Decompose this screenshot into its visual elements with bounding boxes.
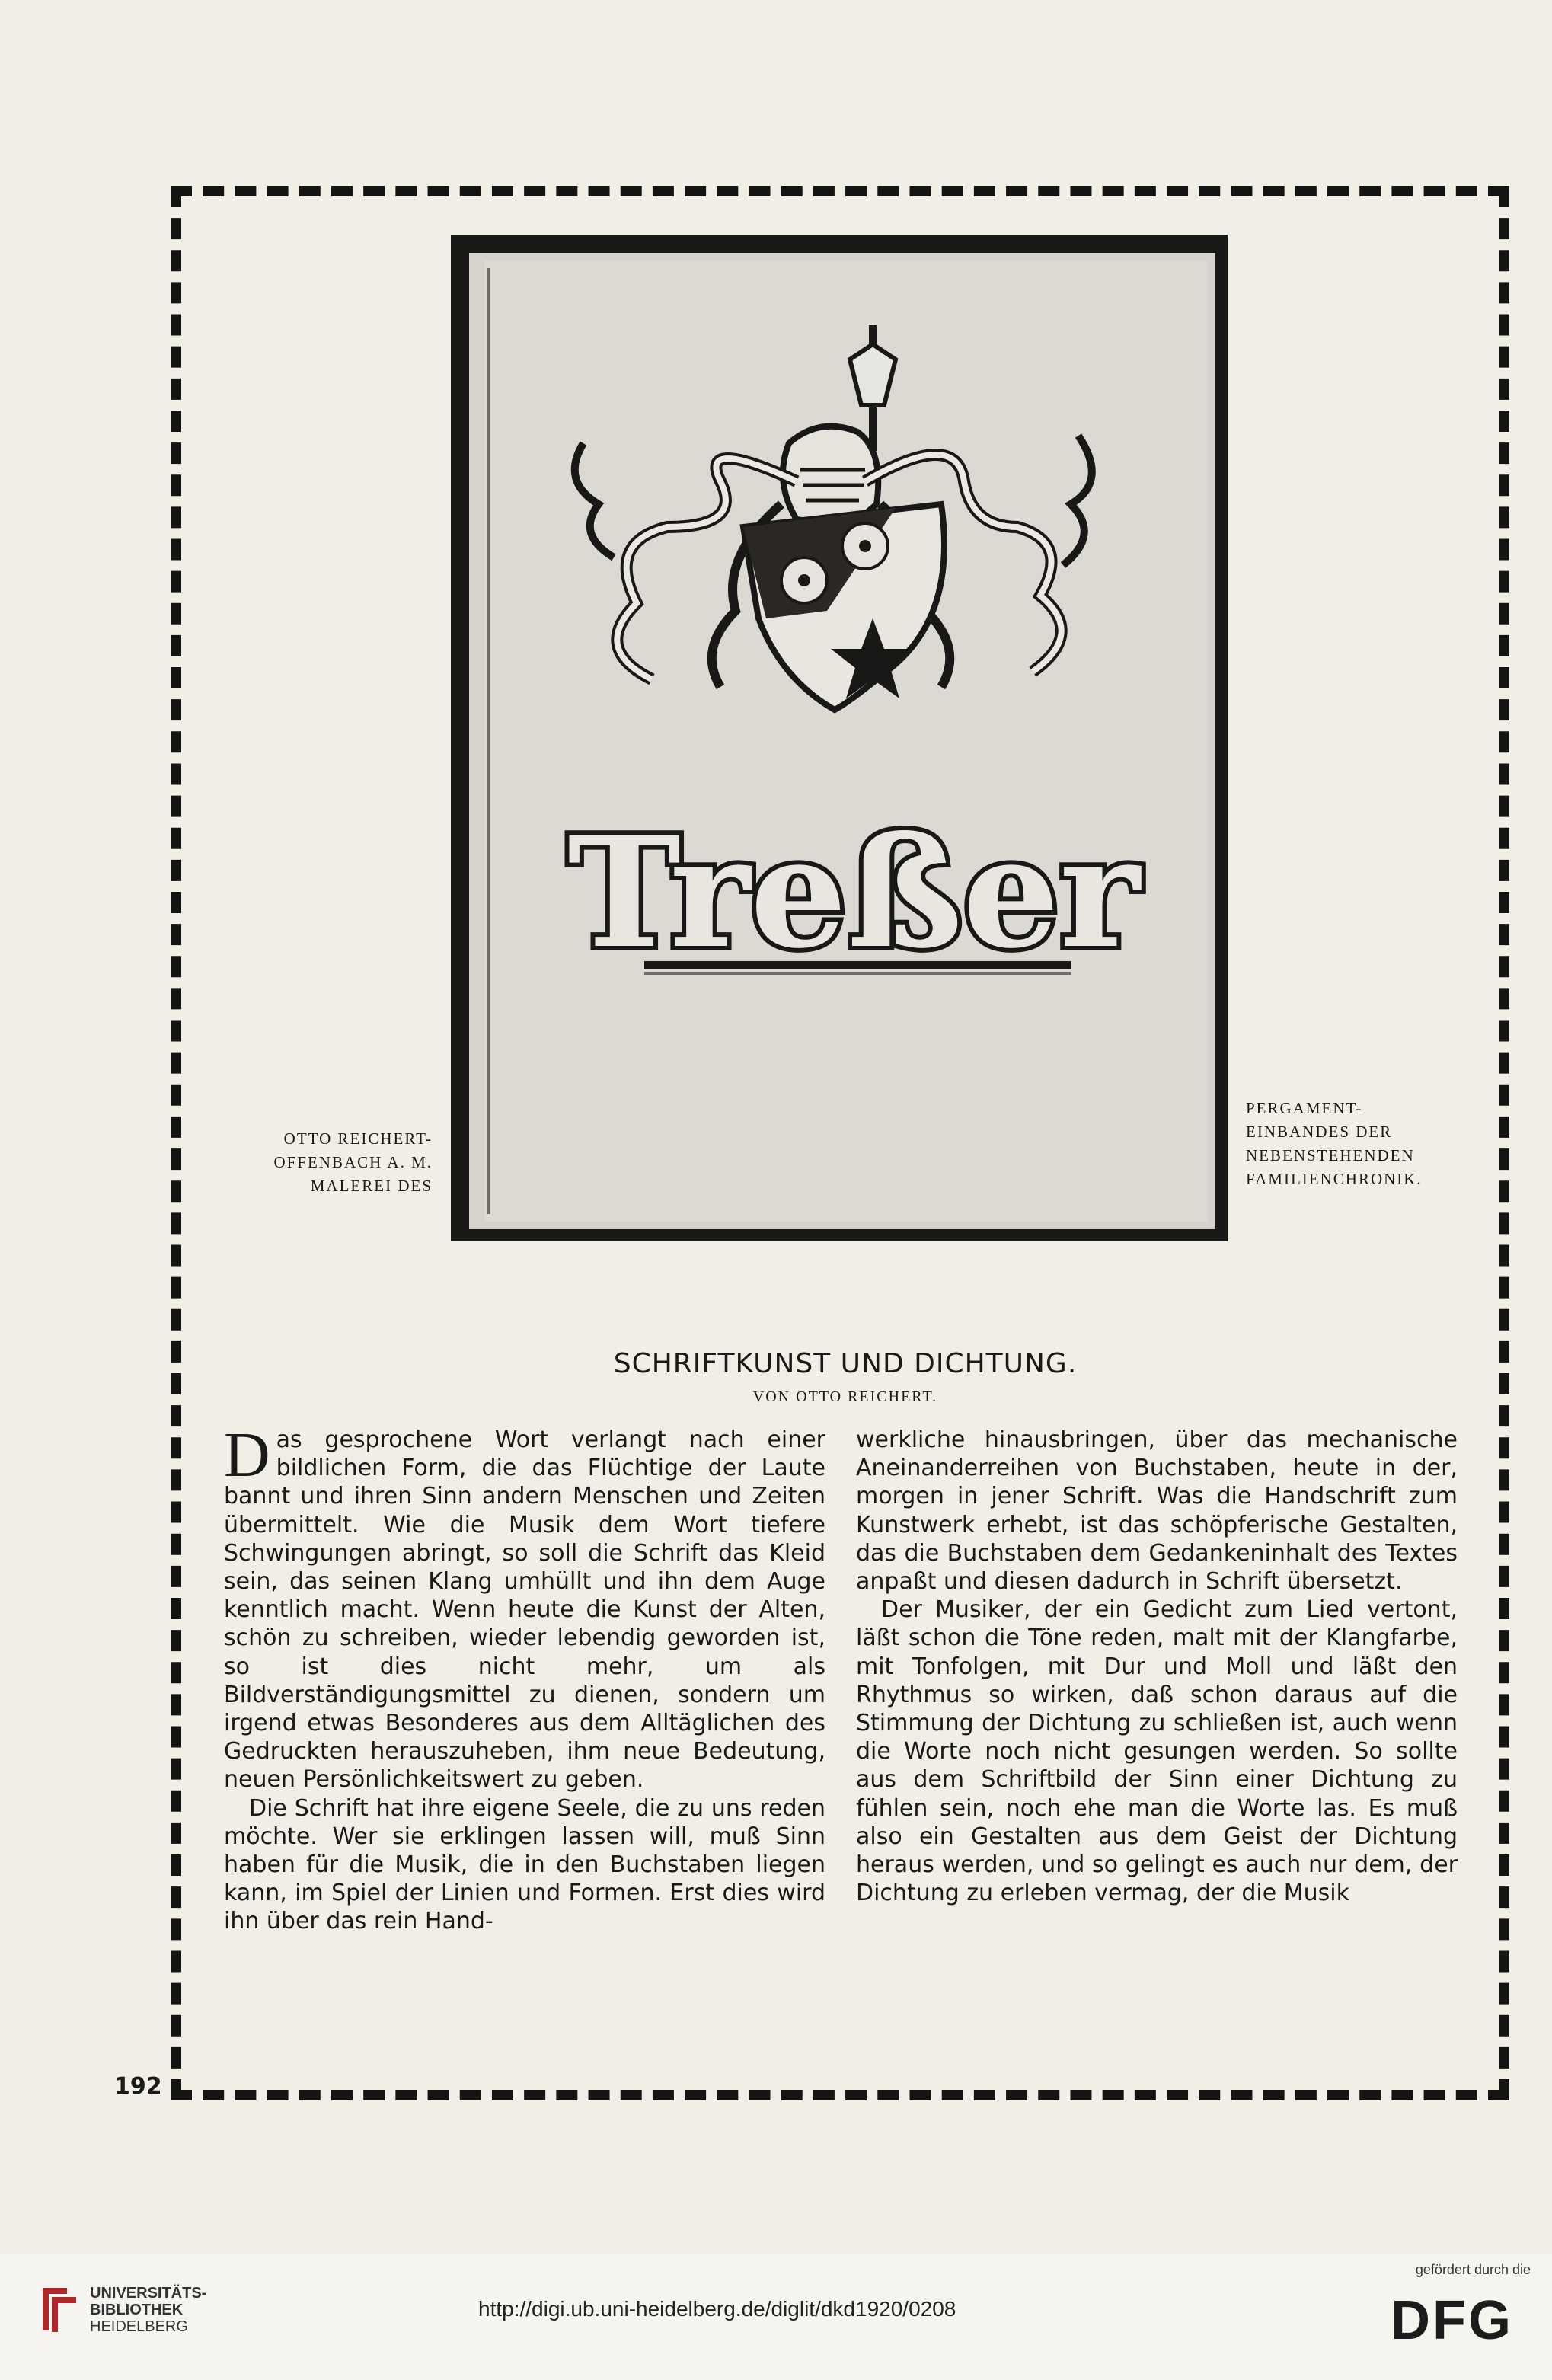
article-byline: VON OTTO REICHERT. bbox=[752, 1388, 938, 1405]
digitization-footer bbox=[0, 2254, 1552, 2380]
caption-right bbox=[1246, 1097, 1474, 1191]
page-number: 192 bbox=[114, 2073, 162, 2100]
text-column-right bbox=[856, 1426, 1458, 1907]
text-column-left bbox=[224, 1420, 825, 1936]
paragraph bbox=[224, 1420, 825, 1794]
library-name-line: UNIVERSITÄTS- bbox=[90, 2285, 207, 2302]
library-logo-icon bbox=[40, 2286, 79, 2334]
paragraph: werkliche hinausbringen, über das mechanische Aneinanderreihen von Buchstaben, heute in der, morgen in jener Schrift. Was die Handschrift zum Kunstwerk erhebt, ist das schöpferische Gestalten, das die Buchstaben dem Gedankeninhalt des Textes anpaßt und diesen dadurch in Schrift übersetzt. bbox=[856, 1426, 1458, 1596]
caption-line: OFFENBACH A. M. bbox=[273, 1153, 433, 1171]
dfg-logo: DFG bbox=[1391, 2290, 1513, 2351]
library-name bbox=[90, 2285, 206, 2335]
coat-of-arms-lettering: Treßer bbox=[567, 803, 1140, 982]
paragraph: Der Musiker, der ein Gedicht zum Lied vertont, läßt schon die Töne reden, malt mit der Klangfarbe, mit Tonfolgen, mit Dur und Moll und läßt den Rhythmus so wirken, daß schon daraus auf die Stimmung der Dichtung zu schließen ist, auch wenn die Worte noch nicht gesungen werden. So sollte aus dem Schriftbild der Sinn einer Dichtung zu fühlen sein, noch ehe man die Worte las. Es muß also ein Gestalten aus dem Geist der Dichtung heraus werden, und so gelingt es auch nur dem, der Dichtung zu erleben vermag, der die Musik bbox=[856, 1596, 1458, 1907]
caption-line: PERGAMENT- bbox=[1246, 1099, 1363, 1117]
caption-line: FAMILIENCHRONIK. bbox=[1246, 1170, 1423, 1188]
library-name-line: BIBLIOTHEK bbox=[90, 2302, 184, 2318]
paragraph-text: as gesprochene Wort verlangt nach einer bildlichen Form, die das Flüchtige der Laute bannt und ihren Sinn andern Menschen und Zeiten übermittelt. Wie die Musik dem Wort tiefere Schwingungen abringt, so soll die Schrift das Kleid sein, das seinen Klang umhüllt und ihn dem Auge kenntlich macht. Wenn heute die Kunst der Alten, schön zu schreiben, wieder lebendig geworden ist, so ist dies nicht mehr, um als Bildverständigungsmittel zu dienen, sondern um irgend etwas Besonderes aus dem Alltäglichen des Gedruckten herauszuheben, ihm neue Bedeutung, neuen Persönlichkeitswert zu geben. bbox=[224, 1426, 825, 1794]
source-url-link[interactable]: http://digi.ub.uni-heidelberg.de/diglit/dkd1920/0208 bbox=[478, 2297, 956, 2321]
library-name-line: HEIDELBERG bbox=[90, 2318, 188, 2335]
sponsor-text: gefördert durch die bbox=[1415, 2262, 1531, 2277]
caption-left bbox=[221, 1127, 433, 1198]
caption-line: EINBANDES DER bbox=[1246, 1123, 1393, 1141]
coat-of-arms-drawing bbox=[469, 253, 1215, 1229]
caption-line: MALEREI DES bbox=[310, 1177, 433, 1195]
caption-line: NEBENSTEHENDEN bbox=[1246, 1146, 1415, 1164]
book-cover-illustration bbox=[451, 235, 1228, 1241]
article-title: SCHRIFTKUNST UND DICHTUNG. bbox=[613, 1348, 1078, 1379]
drop-cap: D bbox=[224, 1420, 270, 1490]
paragraph: Die Schrift hat ihre eigene Seele, die zu uns reden möchte. Wer sie erklingen lassen will, muß Sinn haben für die Musik, die in den Buchstaben liegen kann, im Spiel der Linien und Formen. Erst dies wird ihn über das rein Hand- bbox=[224, 1794, 825, 1935]
caption-line: OTTO REICHERT- bbox=[283, 1129, 433, 1148]
